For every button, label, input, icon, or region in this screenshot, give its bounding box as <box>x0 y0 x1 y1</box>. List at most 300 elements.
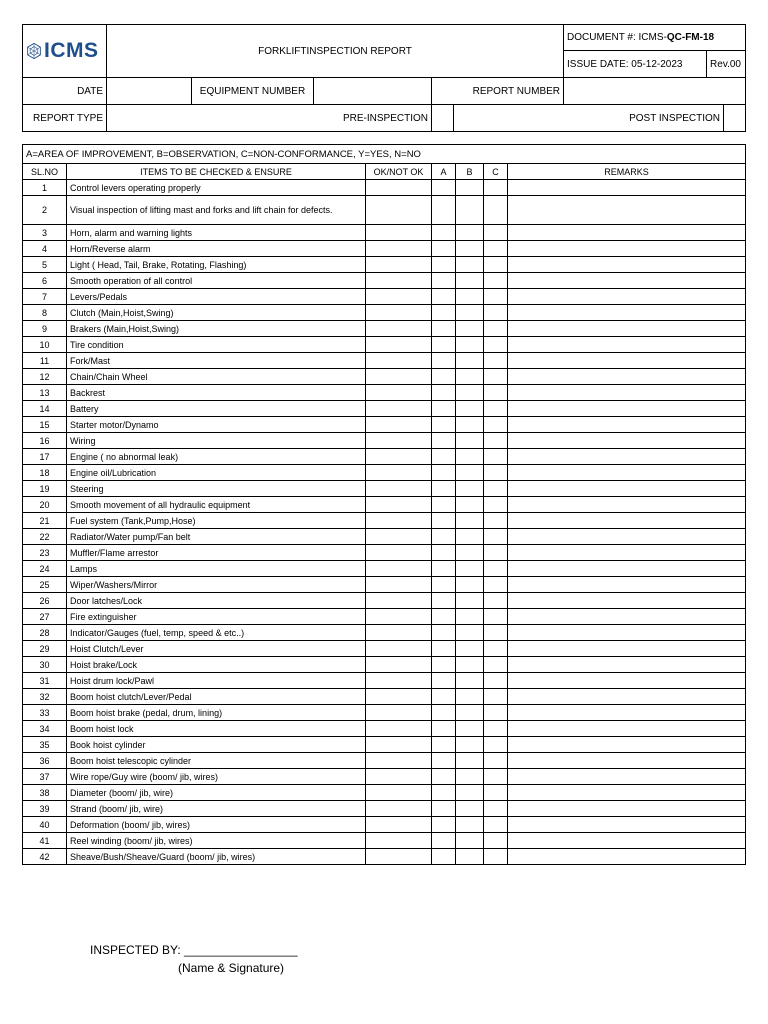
row-b-cell[interactable] <box>456 689 484 705</box>
table-row <box>23 545 746 561</box>
row-remarks-cell[interactable] <box>508 481 746 497</box>
row-b-cell[interactable] <box>456 401 484 417</box>
row-c-cell[interactable] <box>484 689 508 705</box>
row-sl-no: 13 <box>23 385 67 401</box>
row-a-cell[interactable] <box>432 401 456 417</box>
row-ok-cell[interactable] <box>366 705 432 721</box>
row-remarks-cell[interactable] <box>508 241 746 257</box>
row-ok-cell[interactable] <box>366 625 432 641</box>
row-remarks-cell[interactable] <box>508 497 746 513</box>
col-sl-no: SL.NO <box>23 164 67 180</box>
row-b-cell[interactable] <box>456 577 484 593</box>
row-a-cell[interactable] <box>432 385 456 401</box>
row-b-cell[interactable] <box>456 321 484 337</box>
row-a-cell[interactable] <box>432 545 456 561</box>
row-remarks-cell[interactable] <box>508 289 746 305</box>
row-ok-cell[interactable] <box>366 657 432 673</box>
row-remarks-cell[interactable] <box>508 769 746 785</box>
row-b-cell[interactable] <box>456 225 484 241</box>
row-remarks-cell[interactable] <box>508 529 746 545</box>
row-remarks-cell[interactable] <box>508 513 746 529</box>
row-ok-cell[interactable] <box>366 337 432 353</box>
row-a-cell[interactable] <box>432 689 456 705</box>
table-row <box>23 401 746 417</box>
row-b-cell[interactable] <box>456 561 484 577</box>
row-item-text: Clutch (Main,Hoist,Swing) <box>67 305 366 321</box>
row-c-cell[interactable] <box>484 305 508 321</box>
row-a-cell[interactable] <box>432 561 456 577</box>
row-sl-no: 41 <box>23 833 67 849</box>
row-b-cell[interactable] <box>456 657 484 673</box>
row-sl-no: 30 <box>23 657 67 673</box>
row-remarks-cell[interactable] <box>508 593 746 609</box>
row-ok-cell[interactable] <box>366 196 432 225</box>
row-remarks-cell[interactable] <box>508 369 746 385</box>
row-sl-no: 21 <box>23 513 67 529</box>
row-c-cell[interactable] <box>484 529 508 545</box>
row-b-cell[interactable] <box>456 449 484 465</box>
row-c-cell[interactable] <box>484 321 508 337</box>
col-a: A <box>432 164 456 180</box>
row-remarks-cell[interactable] <box>508 833 746 849</box>
row-a-cell[interactable] <box>432 257 456 273</box>
post-inspection-checkbox[interactable] <box>724 105 746 132</box>
row-c-cell[interactable] <box>484 673 508 689</box>
table-row <box>23 625 746 641</box>
row-a-cell[interactable] <box>432 609 456 625</box>
row-ok-cell[interactable] <box>366 321 432 337</box>
row-ok-cell[interactable] <box>366 225 432 241</box>
row-remarks-cell[interactable] <box>508 321 746 337</box>
row-sl-no: 39 <box>23 801 67 817</box>
row-ok-cell[interactable] <box>366 529 432 545</box>
row-c-cell[interactable] <box>484 753 508 769</box>
row-ok-cell[interactable] <box>366 273 432 289</box>
row-b-cell[interactable] <box>456 465 484 481</box>
row-ok-cell[interactable] <box>366 833 432 849</box>
row-b-cell[interactable] <box>456 513 484 529</box>
row-ok-cell[interactable] <box>366 353 432 369</box>
row-a-cell[interactable] <box>432 497 456 513</box>
row-b-cell[interactable] <box>456 417 484 433</box>
row-remarks-cell[interactable] <box>508 385 746 401</box>
row-a-cell[interactable] <box>432 481 456 497</box>
row-item-text: Engine ( no abnormal leak) <box>67 449 366 465</box>
row-a-cell[interactable] <box>432 849 456 865</box>
row-sl-no: 42 <box>23 849 67 865</box>
row-b-cell[interactable] <box>456 273 484 289</box>
row-sl-no: 7 <box>23 289 67 305</box>
report-number-field[interactable] <box>564 78 746 105</box>
row-b-cell[interactable] <box>456 545 484 561</box>
row-c-cell[interactable] <box>484 257 508 273</box>
row-a-cell[interactable] <box>432 369 456 385</box>
row-ok-cell[interactable] <box>366 641 432 657</box>
row-c-cell[interactable] <box>484 433 508 449</box>
row-remarks-cell[interactable] <box>508 180 746 196</box>
row-c-cell[interactable] <box>484 481 508 497</box>
row-b-cell[interactable] <box>456 529 484 545</box>
row-item-text: Deformation (boom/ jib, wires) <box>67 817 366 833</box>
row-sl-no: 34 <box>23 721 67 737</box>
page-title: FORKLIFTINSPECTION REPORT <box>107 25 564 78</box>
col-remarks: REMARKS <box>508 164 746 180</box>
row-remarks-cell[interactable] <box>508 721 746 737</box>
row-item-text: Control levers operating properly <box>67 180 366 196</box>
row-remarks-cell[interactable] <box>508 673 746 689</box>
row-ok-cell[interactable] <box>366 180 432 196</box>
row-ok-cell[interactable] <box>366 417 432 433</box>
row-item-text: Reel winding (boom/ jib, wires) <box>67 833 366 849</box>
table-row <box>23 241 746 257</box>
row-item-text: Fuel system (Tank,Pump,Hose) <box>67 513 366 529</box>
row-sl-no: 9 <box>23 321 67 337</box>
row-a-cell[interactable] <box>432 196 456 225</box>
row-b-cell[interactable] <box>456 625 484 641</box>
legend: A=AREA OF IMPROVEMENT, B=OBSERVATION, C=NON-CONFORMANCE, Y=YES, N=NO <box>23 145 746 164</box>
row-sl-no: 37 <box>23 769 67 785</box>
row-b-cell[interactable] <box>456 337 484 353</box>
row-ok-cell[interactable] <box>366 721 432 737</box>
row-c-cell[interactable] <box>484 513 508 529</box>
row-b-cell[interactable] <box>456 705 484 721</box>
row-c-cell[interactable] <box>484 369 508 385</box>
row-ok-cell[interactable] <box>366 513 432 529</box>
row-b-cell[interactable] <box>456 305 484 321</box>
row-sl-no: 36 <box>23 753 67 769</box>
row-a-cell[interactable] <box>432 305 456 321</box>
row-c-cell[interactable] <box>484 417 508 433</box>
row-a-cell[interactable] <box>432 737 456 753</box>
row-ok-cell[interactable] <box>366 609 432 625</box>
row-sl-no: 16 <box>23 433 67 449</box>
document-number: DOCUMENT #: ICMS-QC-FM-18 <box>564 25 746 51</box>
row-c-cell[interactable] <box>484 705 508 721</box>
row-item-text: Lamps <box>67 561 366 577</box>
name-signature-caption: (Name & Signature) <box>178 961 285 975</box>
table-row <box>23 769 746 785</box>
row-b-cell[interactable] <box>456 769 484 785</box>
row-a-cell[interactable] <box>432 225 456 241</box>
table-row <box>23 753 746 769</box>
row-ok-cell[interactable] <box>366 801 432 817</box>
row-a-cell[interactable] <box>432 817 456 833</box>
row-a-cell[interactable] <box>432 705 456 721</box>
row-remarks-cell[interactable] <box>508 817 746 833</box>
row-ok-cell[interactable] <box>366 785 432 801</box>
table-row <box>23 369 746 385</box>
row-remarks-cell[interactable] <box>508 225 746 241</box>
row-item-text: Diameter (boom/ jib, wire) <box>67 785 366 801</box>
row-ok-cell[interactable] <box>366 497 432 513</box>
row-a-cell[interactable] <box>432 801 456 817</box>
date-field[interactable] <box>107 78 192 105</box>
row-a-cell[interactable] <box>432 513 456 529</box>
row-c-cell[interactable] <box>484 180 508 196</box>
row-sl-no: 2 <box>23 196 67 225</box>
row-remarks-cell[interactable] <box>508 577 746 593</box>
row-a-cell[interactable] <box>432 289 456 305</box>
row-c-cell[interactable] <box>484 561 508 577</box>
row-ok-cell[interactable] <box>366 673 432 689</box>
table-row <box>23 180 746 196</box>
row-sl-no: 10 <box>23 337 67 353</box>
row-b-cell[interactable] <box>456 433 484 449</box>
row-a-cell[interactable] <box>432 337 456 353</box>
row-b-cell[interactable] <box>456 180 484 196</box>
row-c-cell[interactable] <box>484 593 508 609</box>
row-a-cell[interactable] <box>432 180 456 196</box>
row-a-cell[interactable] <box>432 641 456 657</box>
row-sl-no: 28 <box>23 625 67 641</box>
row-a-cell[interactable] <box>432 657 456 673</box>
equipment-number-field[interactable] <box>314 78 432 105</box>
row-c-cell[interactable] <box>484 801 508 817</box>
row-b-cell[interactable] <box>456 849 484 865</box>
row-a-cell[interactable] <box>432 577 456 593</box>
row-item-text: Wiring <box>67 433 366 449</box>
row-item-text: Backrest <box>67 385 366 401</box>
row-a-cell[interactable] <box>432 273 456 289</box>
row-b-cell[interactable] <box>456 353 484 369</box>
row-remarks-cell[interactable] <box>508 785 746 801</box>
table-row <box>23 529 746 545</box>
row-c-cell[interactable] <box>484 497 508 513</box>
table-row <box>23 689 746 705</box>
row-sl-no: 12 <box>23 369 67 385</box>
row-ok-cell[interactable] <box>366 753 432 769</box>
row-c-cell[interactable] <box>484 353 508 369</box>
row-remarks-cell[interactable] <box>508 737 746 753</box>
row-a-cell[interactable] <box>432 785 456 801</box>
row-c-cell[interactable] <box>484 385 508 401</box>
row-sl-no: 8 <box>23 305 67 321</box>
row-c-cell[interactable] <box>484 849 508 865</box>
row-sl-no: 24 <box>23 561 67 577</box>
row-item-text: Smooth movement of all hydraulic equipment <box>67 497 366 513</box>
row-ok-cell[interactable] <box>366 433 432 449</box>
row-b-cell[interactable] <box>456 721 484 737</box>
row-b-cell[interactable] <box>456 593 484 609</box>
row-b-cell[interactable] <box>456 753 484 769</box>
row-c-cell[interactable] <box>484 721 508 737</box>
row-a-cell[interactable] <box>432 833 456 849</box>
row-ok-cell[interactable] <box>366 769 432 785</box>
row-remarks-cell[interactable] <box>508 257 746 273</box>
row-ok-cell[interactable] <box>366 545 432 561</box>
row-ok-cell[interactable] <box>366 369 432 385</box>
table-row <box>23 609 746 625</box>
row-remarks-cell[interactable] <box>508 273 746 289</box>
row-c-cell[interactable] <box>484 737 508 753</box>
row-sl-no: 35 <box>23 737 67 753</box>
row-item-text: Boom hoist lock <box>67 721 366 737</box>
row-remarks-cell[interactable] <box>508 305 746 321</box>
table-row <box>23 513 746 529</box>
row-ok-cell[interactable] <box>366 257 432 273</box>
row-ok-cell[interactable] <box>366 401 432 417</box>
row-ok-cell[interactable] <box>366 817 432 833</box>
row-remarks-cell[interactable] <box>508 753 746 769</box>
row-sl-no: 38 <box>23 785 67 801</box>
row-a-cell[interactable] <box>432 417 456 433</box>
row-b-cell[interactable] <box>456 241 484 257</box>
row-c-cell[interactable] <box>484 785 508 801</box>
row-c-cell[interactable] <box>484 225 508 241</box>
row-remarks-cell[interactable] <box>508 641 746 657</box>
row-sl-no: 14 <box>23 401 67 417</box>
row-a-cell[interactable] <box>432 433 456 449</box>
row-a-cell[interactable] <box>432 593 456 609</box>
row-b-cell[interactable] <box>456 833 484 849</box>
checklist-table <box>22 144 746 865</box>
row-b-cell[interactable] <box>456 641 484 657</box>
row-c-cell[interactable] <box>484 401 508 417</box>
row-c-cell[interactable] <box>484 273 508 289</box>
row-remarks-cell[interactable] <box>508 657 746 673</box>
row-c-cell[interactable] <box>484 465 508 481</box>
row-b-cell[interactable] <box>456 801 484 817</box>
table-row <box>23 705 746 721</box>
row-remarks-cell[interactable] <box>508 609 746 625</box>
row-a-cell[interactable] <box>432 529 456 545</box>
row-sl-no: 27 <box>23 609 67 625</box>
row-sl-no: 3 <box>23 225 67 241</box>
table-row <box>23 289 746 305</box>
table-row <box>23 817 746 833</box>
row-b-cell[interactable] <box>456 817 484 833</box>
table-row <box>23 801 746 817</box>
row-remarks-cell[interactable] <box>508 196 746 225</box>
row-c-cell[interactable] <box>484 337 508 353</box>
table-row <box>23 337 746 353</box>
row-remarks-cell[interactable] <box>508 353 746 369</box>
row-remarks-cell[interactable] <box>508 849 746 865</box>
row-b-cell[interactable] <box>456 785 484 801</box>
row-item-text: Horn/Reverse alarm <box>67 241 366 257</box>
row-c-cell[interactable] <box>484 577 508 593</box>
pre-inspection-checkbox[interactable] <box>432 105 454 132</box>
row-a-cell[interactable] <box>432 753 456 769</box>
row-item-text: Boom hoist telescopic cylinder <box>67 753 366 769</box>
row-a-cell[interactable] <box>432 241 456 257</box>
row-b-cell[interactable] <box>456 289 484 305</box>
row-sl-no: 25 <box>23 577 67 593</box>
table-row <box>23 561 746 577</box>
row-remarks-cell[interactable] <box>508 545 746 561</box>
row-ok-cell[interactable] <box>366 241 432 257</box>
row-sl-no: 33 <box>23 705 67 721</box>
row-c-cell[interactable] <box>484 625 508 641</box>
row-b-cell[interactable] <box>456 385 484 401</box>
row-sl-no: 31 <box>23 673 67 689</box>
row-ok-cell[interactable] <box>366 561 432 577</box>
row-a-cell[interactable] <box>432 449 456 465</box>
table-row <box>23 417 746 433</box>
row-remarks-cell[interactable] <box>508 337 746 353</box>
row-remarks-cell[interactable] <box>508 801 746 817</box>
table-row <box>23 593 746 609</box>
row-b-cell[interactable] <box>456 257 484 273</box>
logo-mark-icon <box>27 38 41 64</box>
row-c-cell[interactable] <box>484 609 508 625</box>
row-ok-cell[interactable] <box>366 577 432 593</box>
row-a-cell[interactable] <box>432 721 456 737</box>
row-ok-cell[interactable] <box>366 305 432 321</box>
row-c-cell[interactable] <box>484 545 508 561</box>
row-c-cell[interactable] <box>484 196 508 225</box>
row-remarks-cell[interactable] <box>508 625 746 641</box>
row-a-cell[interactable] <box>432 465 456 481</box>
row-a-cell[interactable] <box>432 673 456 689</box>
row-b-cell[interactable] <box>456 481 484 497</box>
row-ok-cell[interactable] <box>366 385 432 401</box>
row-b-cell[interactable] <box>456 196 484 225</box>
inspected-by <box>90 943 298 957</box>
row-c-cell[interactable] <box>484 289 508 305</box>
row-ok-cell[interactable] <box>366 465 432 481</box>
row-b-cell[interactable] <box>456 673 484 689</box>
row-ok-cell[interactable] <box>366 689 432 705</box>
row-remarks-cell[interactable] <box>508 433 746 449</box>
col-ok: OK/NOT OK <box>366 164 432 180</box>
row-a-cell[interactable] <box>432 321 456 337</box>
row-ok-cell[interactable] <box>366 481 432 497</box>
table-row <box>23 321 746 337</box>
row-a-cell[interactable] <box>432 769 456 785</box>
row-c-cell[interactable] <box>484 817 508 833</box>
row-a-cell[interactable] <box>432 625 456 641</box>
row-c-cell[interactable] <box>484 241 508 257</box>
row-c-cell[interactable] <box>484 769 508 785</box>
row-sl-no: 6 <box>23 273 67 289</box>
row-remarks-cell[interactable] <box>508 465 746 481</box>
row-c-cell[interactable] <box>484 833 508 849</box>
row-sl-no: 22 <box>23 529 67 545</box>
row-remarks-cell[interactable] <box>508 689 746 705</box>
row-sl-no: 17 <box>23 449 67 465</box>
row-remarks-cell[interactable] <box>508 417 746 433</box>
row-c-cell[interactable] <box>484 449 508 465</box>
row-item-text: Engine oil/Lubrication <box>67 465 366 481</box>
table-row <box>23 849 746 865</box>
row-remarks-cell[interactable] <box>508 561 746 577</box>
row-ok-cell[interactable] <box>366 593 432 609</box>
row-b-cell[interactable] <box>456 737 484 753</box>
row-ok-cell[interactable] <box>366 737 432 753</box>
row-b-cell[interactable] <box>456 609 484 625</box>
row-remarks-cell[interactable] <box>508 705 746 721</box>
row-a-cell[interactable] <box>432 353 456 369</box>
row-sl-no: 19 <box>23 481 67 497</box>
row-sl-no: 23 <box>23 545 67 561</box>
row-c-cell[interactable] <box>484 657 508 673</box>
row-ok-cell[interactable] <box>366 449 432 465</box>
table-row <box>23 225 746 241</box>
row-b-cell[interactable] <box>456 497 484 513</box>
table-row <box>23 673 746 689</box>
row-b-cell[interactable] <box>456 369 484 385</box>
signature-line[interactable]: _________________ <box>184 943 298 957</box>
row-sl-no: 20 <box>23 497 67 513</box>
table-row <box>23 465 746 481</box>
row-remarks-cell[interactable] <box>508 449 746 465</box>
row-c-cell[interactable] <box>484 641 508 657</box>
row-remarks-cell[interactable] <box>508 401 746 417</box>
row-ok-cell[interactable] <box>366 289 432 305</box>
row-ok-cell[interactable] <box>366 849 432 865</box>
row-item-text: Radiator/Water pump/Fan belt <box>67 529 366 545</box>
